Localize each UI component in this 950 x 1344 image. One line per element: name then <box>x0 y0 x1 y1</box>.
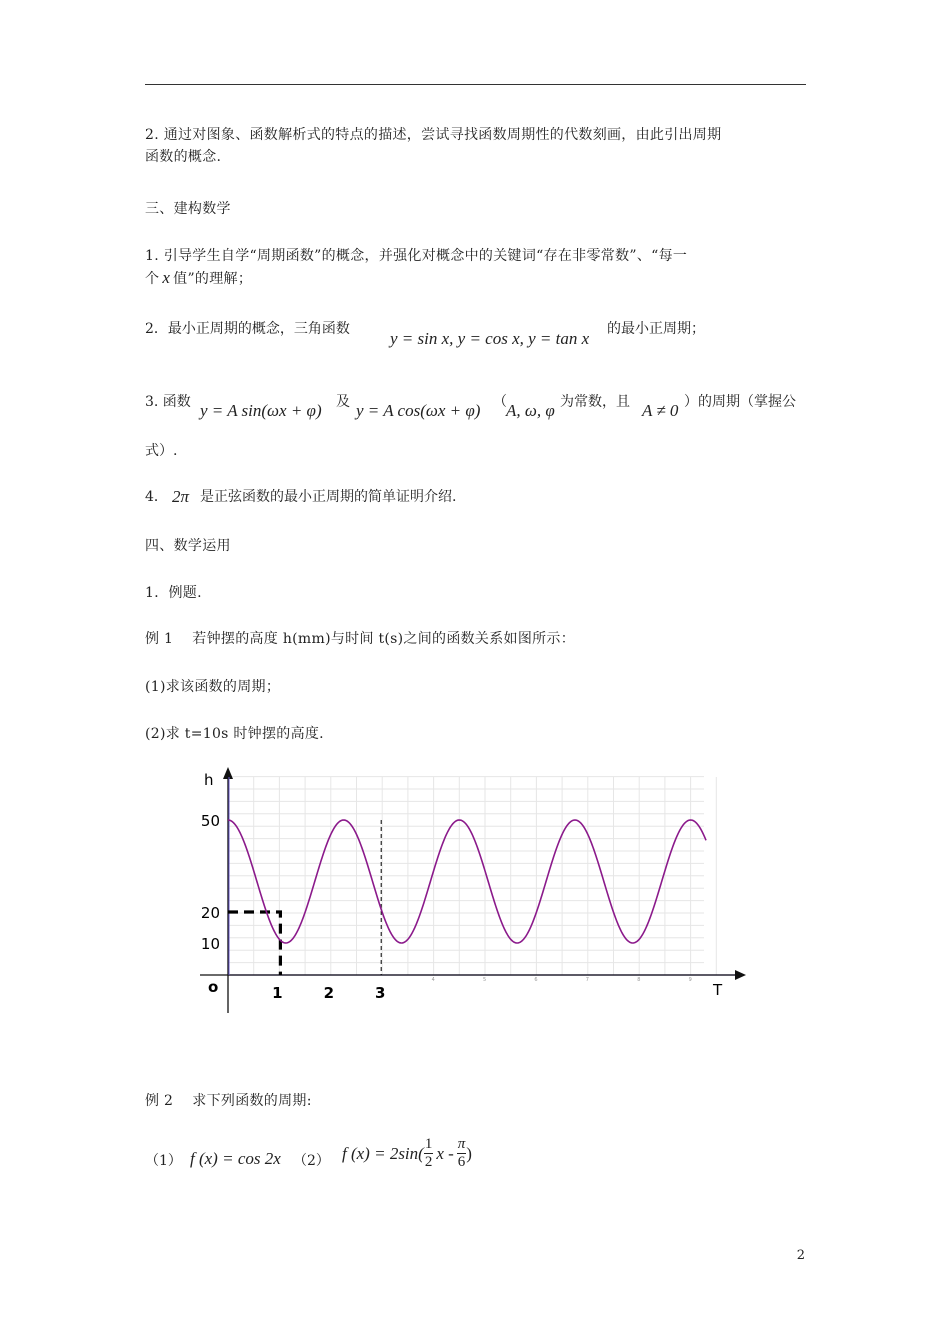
item-3-tail: ）的周期（掌握公 <box>684 394 796 410</box>
example-2-number-1: （1） <box>145 1153 182 1169</box>
formula-cosine-general: y = A cos(ωx + φ) <box>356 401 481 420</box>
item-1-line-2: 个 x 值”的理解； <box>145 268 253 287</box>
example-2-number-2: （2） <box>293 1153 330 1169</box>
section-heading-4: 四、数学运用 <box>145 538 231 554</box>
fraction-one-half: $\frac{1}{2}$ <box>424 1136 433 1170</box>
x-tick-label: 3 <box>374 984 386 1002</box>
minor-tick-label: 4 <box>431 977 435 983</box>
paragraph-2-line-2: 函数的概念. <box>145 149 222 165</box>
formula-trig-functions: y = sin x, y = cos x, y = tan x <box>390 329 590 348</box>
formula-condition: A ≠ 0 <box>642 401 679 420</box>
item-2-tail: 的最小正周期； <box>607 321 705 337</box>
minor-tick-label: 8 <box>637 977 641 983</box>
paragraph-2-line-1: 2. 通过对图象、函数解析式的特点的描述，尝试寻找函数周期性的代数刻画，由此引出周期 <box>145 127 722 143</box>
formula-2sin: f (x) = 2sin( $\frac{1}{2}$ x - $\frac{\pi}{6}$ ) <box>342 1136 472 1170</box>
x-axis-arrow-icon <box>735 970 746 980</box>
section-heading-3: 三、建构数学 <box>145 201 231 217</box>
minor-tick-label: 5 <box>483 977 487 983</box>
example-1-question-1: (1)求该函数的周期； <box>145 679 281 695</box>
sub-heading-examples: 1．例题. <box>145 585 202 601</box>
item-3-lead: 3. 函数 <box>145 394 191 410</box>
fraction-pi-sixth: $\frac{\pi}{6}$ <box>457 1136 466 1170</box>
item-3-and: 及 <box>336 394 350 410</box>
pendulum-height-chart <box>190 765 760 1017</box>
origin-label: o <box>208 978 219 996</box>
item-1 <box>145 245 807 290</box>
item-1-line-1: 1. 引导学生自学“周期函数”的概念，并强化对概念中的关键词“存在非零常数”、“每一 <box>145 248 688 264</box>
item-3-constants-text: 为常数，且 <box>560 394 630 410</box>
x-tick-label: 1 <box>272 984 283 1002</box>
y-axis-label: h <box>204 771 214 789</box>
x-axis-label: T <box>713 981 723 999</box>
header-rule <box>145 84 806 85</box>
example-1-question-2: (2)求 t=10s 时钟摆的高度. <box>145 726 324 742</box>
formula-cos-2x: f (x) = cos 2x <box>190 1149 281 1168</box>
y-axis-arrow-icon <box>223 767 233 779</box>
y-tick-label: 10 <box>200 935 220 953</box>
page-number: 2 <box>796 1248 805 1263</box>
chart-grid <box>228 777 716 975</box>
x-tick-label: 2 <box>323 984 335 1002</box>
y-tick-label: 20 <box>200 904 220 922</box>
formula-two-pi: 2π <box>172 487 190 506</box>
item-4-lead: 4． <box>145 489 168 505</box>
paragraph-2 <box>145 124 807 168</box>
example-2-title: 例 2 求下列函数的周期: <box>145 1093 312 1109</box>
item-4-tail: 是正弦函数的最小正周期的简单证明介绍. <box>200 489 457 505</box>
formula-parameters: A, ω, φ <box>506 401 555 420</box>
item-3-paren: （ <box>493 394 507 410</box>
formula-sine-general: y = A sin(ωx + φ) <box>200 401 322 420</box>
minor-tick-label: 7 <box>585 977 589 983</box>
item-2-lead: 2．最小正周期的概念，三角函数 <box>145 321 350 337</box>
variable-x: x <box>162 268 171 287</box>
y-tick-label: 50 <box>200 812 220 830</box>
item-3-line-2: 式）. <box>145 443 178 459</box>
minor-tick-label: 9 <box>688 977 692 983</box>
minor-tick-label: 6 <box>534 977 538 983</box>
example-1-title: 例 1 若钟摆的高度 h(mm)与时间 t(s)之间的函数关系如图所示： <box>145 631 576 647</box>
